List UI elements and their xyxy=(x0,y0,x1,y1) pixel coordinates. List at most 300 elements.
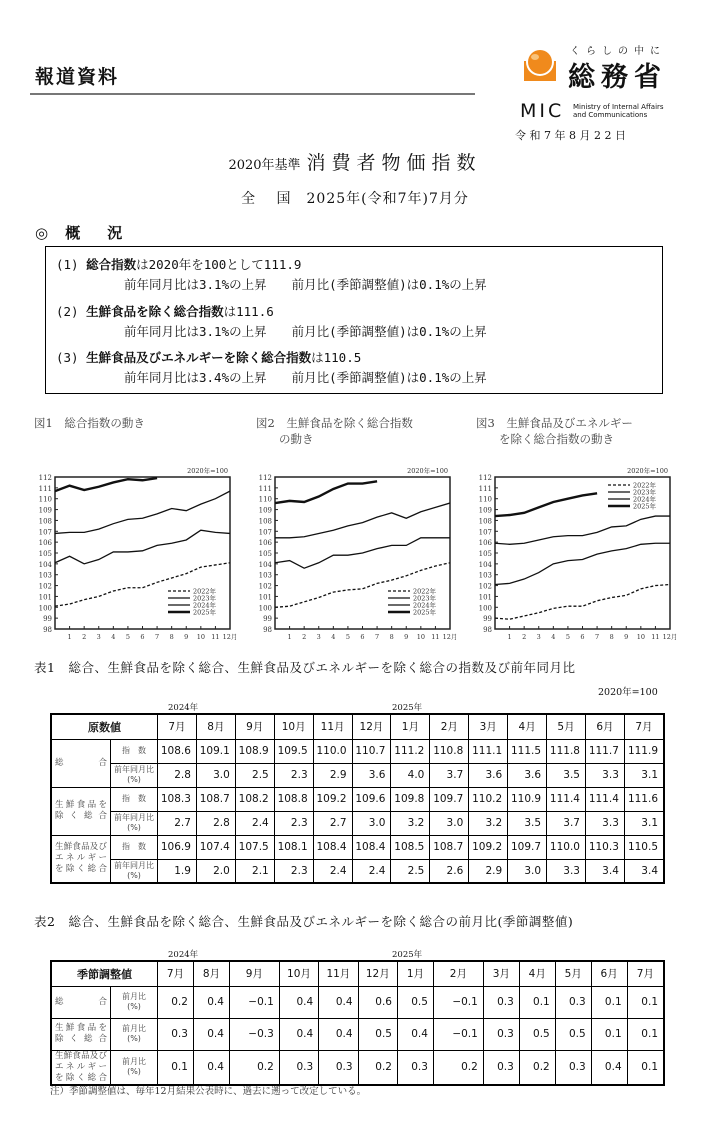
series-line-2023 xyxy=(275,538,450,568)
table-cell: 0.4 xyxy=(279,1018,318,1050)
x-tick-label: 1 xyxy=(287,633,292,641)
y-tick-label: 106 xyxy=(478,539,492,548)
month-header: 7月 xyxy=(624,714,664,739)
table-cell: 108.6 xyxy=(158,739,197,763)
row-group-label: 生鮮食品を 除く総合 xyxy=(51,787,111,835)
y-tick-label: 100 xyxy=(38,604,52,613)
table-row xyxy=(51,835,664,859)
table-cell: 109.8 xyxy=(391,787,430,811)
summary-subject: 総合指数 xyxy=(86,257,137,272)
x-tick-label: 8 xyxy=(389,633,394,641)
table-cell: 3.3 xyxy=(585,811,624,835)
table-cell: 3.0 xyxy=(352,811,391,835)
row-label: 前年同月比 (%) xyxy=(111,811,158,835)
summary-subject: 生鮮食品及びエネルギーを除く総合指数 xyxy=(86,350,312,365)
mic-logo-icon xyxy=(522,47,558,83)
table-cell: 0.3 xyxy=(555,986,591,1018)
x-tick-label: 5 xyxy=(125,633,130,641)
table-cell: 107.4 xyxy=(196,835,235,859)
table-cell: 111.6 xyxy=(624,787,664,811)
y-tick-label: 104 xyxy=(478,560,492,569)
x-tick-label: 7 xyxy=(375,633,380,641)
logo-tagline: くらしの中に xyxy=(570,46,666,57)
page-subtitle: 全 国 2025年(令和7年)7月分 xyxy=(241,191,469,207)
x-tick-label: 11 xyxy=(431,633,440,641)
table-cell: 0.4 xyxy=(591,1050,627,1085)
table-cell: 0.4 xyxy=(193,986,229,1018)
summary-item xyxy=(56,302,487,340)
row-label: 前月比 (%) xyxy=(111,1050,158,1085)
figure-2-title: 図2 生鮮食品を除く総合指数 の動き xyxy=(256,416,413,446)
table-cell: 3.3 xyxy=(585,763,624,787)
table-cell: 3.6 xyxy=(508,763,547,787)
table-cell: −0.1 xyxy=(433,986,483,1018)
x-tick-label: 11 xyxy=(651,633,660,641)
series-line-2024 xyxy=(275,503,450,538)
summary-box xyxy=(45,246,663,394)
month-header: 5月 xyxy=(555,961,591,986)
legend-label: 2022年 xyxy=(413,587,437,596)
overview-heading: ◎ 概 況 xyxy=(35,224,129,242)
table-cell: 3.6 xyxy=(352,763,391,787)
x-tick-label: 6 xyxy=(360,633,365,641)
y-tick-label: 110 xyxy=(258,495,272,504)
table-cell: 3.0 xyxy=(196,763,235,787)
table-cell: 2.3 xyxy=(274,811,313,835)
table-cell: 3.0 xyxy=(430,811,469,835)
legend-label: 2024年 xyxy=(413,601,437,610)
row-group-label: 総 合 xyxy=(51,739,111,787)
table-cell: 4.0 xyxy=(391,763,430,787)
x-tick-label: 9 xyxy=(184,633,189,641)
x-tick-label: 7 xyxy=(155,633,160,641)
figure-1-title: 図1 総合指数の動き xyxy=(34,416,145,430)
row-label: 前月比 (%) xyxy=(111,1018,158,1050)
y-tick-label: 103 xyxy=(478,571,492,580)
y-tick-label: 108 xyxy=(258,517,272,526)
table-row xyxy=(51,1018,664,1050)
y-tick-label: 98 xyxy=(263,626,272,634)
row-group-label: 生鮮食品及び エネルギー を除く総合 xyxy=(51,1050,111,1085)
y-tick-label: 106 xyxy=(38,539,52,548)
table-cell: 110.8 xyxy=(430,739,469,763)
x-tick-label: 1 xyxy=(507,633,512,641)
y-tick-label: 101 xyxy=(258,593,272,602)
legend-label: 2023年 xyxy=(193,594,217,603)
table-cell: 110.2 xyxy=(469,787,508,811)
base-label: 2020年=100 xyxy=(187,467,228,475)
legend-label: 2023年 xyxy=(413,594,437,603)
month-header: 9月 xyxy=(229,961,279,986)
summary-value: は111.6 xyxy=(223,304,274,319)
table-cell: 0.3 xyxy=(483,1018,519,1050)
y-tick-label: 108 xyxy=(478,517,492,526)
release-label: 報道資料 xyxy=(35,66,120,88)
table-cell: 110.9 xyxy=(508,787,547,811)
y-tick-label: 105 xyxy=(478,550,492,558)
summary-value: は110.5 xyxy=(311,350,362,365)
month-header: 4月 xyxy=(519,961,555,986)
table-cell: 0.2 xyxy=(229,1050,279,1085)
y-tick-label: 104 xyxy=(38,560,52,569)
y-tick-label: 108 xyxy=(38,517,52,526)
month-header: 7月 xyxy=(158,961,194,986)
table-cell: 3.5 xyxy=(547,763,586,787)
table-cell: 0.5 xyxy=(555,1018,591,1050)
table-cell: 108.7 xyxy=(430,835,469,859)
figure-2-chart xyxy=(250,463,470,643)
page-title xyxy=(0,148,710,175)
table-cell: 2.9 xyxy=(469,859,508,883)
table-cell: 109.7 xyxy=(430,787,469,811)
table-cell: 0.3 xyxy=(483,1050,519,1085)
table-cell: 107.5 xyxy=(235,835,274,859)
summary-rates: 前年同月比は3.1%の上昇 前月比(季節調整値)は0.1%の上昇 xyxy=(124,277,487,292)
table-cell: 3.7 xyxy=(430,763,469,787)
x-tick-label: 6 xyxy=(580,633,585,641)
series-line-2025 xyxy=(55,478,157,491)
table-cell: 0.1 xyxy=(591,986,627,1018)
month-header: 4月 xyxy=(508,714,547,739)
legend-label: 2022年 xyxy=(633,481,657,490)
y-tick-label: 102 xyxy=(478,582,492,591)
table-cell: 0.1 xyxy=(591,1018,627,1050)
table-cell: 2.4 xyxy=(352,859,391,883)
logo-abbr: MIC xyxy=(520,100,565,122)
table-cell: 110.0 xyxy=(313,739,352,763)
table-cell: 0.3 xyxy=(158,1018,194,1050)
y-tick-label: 111 xyxy=(258,484,272,493)
x-tick-label: 7 xyxy=(595,633,600,641)
y-tick-label: 100 xyxy=(258,604,272,613)
month-header: 1月 xyxy=(391,714,430,739)
legend-label: 2025年 xyxy=(193,608,217,617)
y-tick-label: 101 xyxy=(478,593,492,602)
table-row xyxy=(51,739,664,763)
table-1-base: 2020年=100 xyxy=(598,687,658,698)
summary-item xyxy=(56,348,487,386)
table-cell: 108.2 xyxy=(235,787,274,811)
x-tick-label: 3 xyxy=(316,633,321,641)
y-tick-label: 98 xyxy=(43,626,52,634)
x-tick-label: 4 xyxy=(551,633,556,641)
table-cell: 3.5 xyxy=(508,811,547,835)
table-cell: 0.3 xyxy=(483,986,519,1018)
month-header: 5月 xyxy=(547,714,586,739)
table-row xyxy=(51,859,664,883)
table-cell: 2.8 xyxy=(196,811,235,835)
y-tick-label: 112 xyxy=(478,474,492,482)
x-tick-label: 9 xyxy=(624,633,629,641)
table-cell: 0.4 xyxy=(193,1050,229,1085)
y-tick-label: 111 xyxy=(38,484,52,493)
table-cell: 109.7 xyxy=(508,835,547,859)
series-line-2024 xyxy=(55,491,230,533)
y-tick-label: 112 xyxy=(38,474,52,482)
title-prefix: 2020年基準 xyxy=(228,158,301,173)
year-label-2025: 2025年 xyxy=(392,950,423,960)
y-tick-label: 106 xyxy=(258,539,272,548)
row-label: 指 数 xyxy=(111,835,158,859)
series-line-2025 xyxy=(495,493,597,516)
table-cell: 108.5 xyxy=(391,835,430,859)
y-tick-label: 101 xyxy=(38,593,52,602)
x-tick-label: 8 xyxy=(609,633,614,641)
legend-label: 2024年 xyxy=(193,601,217,610)
series-line-2023 xyxy=(495,543,670,584)
row-group-label: 生鮮食品及び エネルギー を除く総合 xyxy=(51,835,111,883)
table-cell: 108.7 xyxy=(196,787,235,811)
table-cell: 111.4 xyxy=(547,787,586,811)
release-date: 令和7年8月22日 xyxy=(515,129,630,142)
month-header: 12月 xyxy=(352,714,391,739)
month-header: 1月 xyxy=(397,961,433,986)
row-label: 前年同月比 (%) xyxy=(111,763,158,787)
table-cell: 0.2 xyxy=(519,1050,555,1085)
table-cell: −0.3 xyxy=(229,1018,279,1050)
x-tick-label: 4 xyxy=(331,633,336,641)
table-cell: 2.7 xyxy=(313,811,352,835)
legend-label: 2024年 xyxy=(633,495,657,504)
table-cell: 3.1 xyxy=(624,811,664,835)
y-tick-label: 105 xyxy=(258,550,272,558)
table-cell: 0.6 xyxy=(358,986,397,1018)
table-cell: 0.3 xyxy=(279,1050,318,1085)
table-cell: 111.1 xyxy=(469,739,508,763)
x-tick-label: 3 xyxy=(96,633,101,641)
table-cell: 0.3 xyxy=(397,1050,433,1085)
y-tick-label: 107 xyxy=(478,528,492,537)
x-tick-label: 12月 xyxy=(222,633,238,641)
series-line-2022 xyxy=(495,584,670,619)
y-tick-label: 109 xyxy=(38,506,52,515)
table-2 xyxy=(50,960,665,1086)
x-tick-label: 6 xyxy=(140,633,145,641)
month-header: 8月 xyxy=(193,961,229,986)
table-cell: 106.9 xyxy=(158,835,197,859)
y-tick-label: 105 xyxy=(38,550,52,558)
table-cell: 1.9 xyxy=(158,859,197,883)
table-cell: 0.1 xyxy=(627,986,664,1018)
y-tick-label: 111 xyxy=(478,484,492,493)
table-cell: 0.2 xyxy=(358,1050,397,1085)
series-line-2025 xyxy=(275,481,377,503)
y-tick-label: 109 xyxy=(478,506,492,515)
table-cell: 0.1 xyxy=(627,1050,664,1085)
month-header: 11月 xyxy=(319,961,358,986)
figure-3-title: 図3 生鮮食品及びエネルギー を除く総合指数の動き xyxy=(476,416,633,446)
summary-rates: 前年同月比は3.1%の上昇 前月比(季節調整値)は0.1%の上昇 xyxy=(124,324,487,339)
table-cell: 108.3 xyxy=(158,787,197,811)
table-cell: 0.5 xyxy=(397,986,433,1018)
month-header: 7月 xyxy=(158,714,197,739)
y-tick-label: 99 xyxy=(43,615,52,624)
table-2-note: 注）季節調整値は、毎年12月結果公表時に、過去に遡って改定している。 xyxy=(50,1086,367,1097)
x-tick-label: 12月 xyxy=(662,633,678,641)
y-tick-label: 102 xyxy=(38,582,52,591)
row-group-label: 総 合 xyxy=(51,986,111,1018)
table-cell: 0.5 xyxy=(358,1018,397,1050)
month-header: 3月 xyxy=(469,714,508,739)
table-cell: 2.8 xyxy=(158,763,197,787)
y-tick-label: 99 xyxy=(263,615,272,624)
table-row xyxy=(51,763,664,787)
table-row xyxy=(51,811,664,835)
table-cell: 3.2 xyxy=(391,811,430,835)
table-cell: 2.1 xyxy=(235,859,274,883)
table-cell: 109.2 xyxy=(313,787,352,811)
title-main: 消費者物価指数 xyxy=(306,152,482,174)
y-tick-label: 109 xyxy=(258,506,272,515)
table-cell: 0.2 xyxy=(158,986,194,1018)
summary-value: は2020年を100として111.9 xyxy=(136,257,302,272)
table-cell: 111.5 xyxy=(508,739,547,763)
summary-number: (2) xyxy=(56,304,87,319)
y-tick-label: 103 xyxy=(38,571,52,580)
corner-header: 原数値 xyxy=(51,714,158,739)
table-cell: 3.3 xyxy=(547,859,586,883)
y-tick-label: 112 xyxy=(258,474,272,482)
table-cell: 111.2 xyxy=(391,739,430,763)
table-cell: 111.8 xyxy=(547,739,586,763)
table-cell: 2.3 xyxy=(274,859,313,883)
x-tick-label: 2 xyxy=(82,633,87,641)
y-tick-label: 100 xyxy=(478,604,492,613)
table-cell: 0.2 xyxy=(433,1050,483,1085)
table-row xyxy=(51,1050,664,1085)
summary-number: (3) xyxy=(56,350,87,365)
month-header: 2月 xyxy=(433,961,483,986)
table-cell: 108.4 xyxy=(313,835,352,859)
y-tick-label: 107 xyxy=(38,528,52,537)
row-group-label: 生鮮食品を 除く総合 xyxy=(51,1018,111,1050)
x-tick-label: 11 xyxy=(211,633,220,641)
x-tick-label: 9 xyxy=(404,633,409,641)
base-label: 2020年=100 xyxy=(407,467,448,475)
table-cell: 110.0 xyxy=(547,835,586,859)
logo-english: Ministry of Internal Affairs and Communications xyxy=(573,103,664,119)
table-cell: 3.6 xyxy=(469,763,508,787)
x-tick-label: 5 xyxy=(345,633,350,641)
logo-name: 総務省 xyxy=(568,62,667,93)
table-cell: 108.8 xyxy=(274,787,313,811)
table-cell: 0.4 xyxy=(279,986,318,1018)
corner-header: 季節調整値 xyxy=(51,961,158,986)
legend-label: 2025年 xyxy=(413,608,437,617)
figure-3-chart xyxy=(470,463,690,643)
row-label: 指 数 xyxy=(111,787,158,811)
summary-subject: 生鮮食品を除く総合指数 xyxy=(86,304,224,319)
table-cell: 0.4 xyxy=(319,986,358,1018)
table-cell: −0.1 xyxy=(229,986,279,1018)
x-tick-label: 5 xyxy=(565,633,570,641)
table-cell: 0.4 xyxy=(193,1018,229,1050)
table-cell: −0.1 xyxy=(433,1018,483,1050)
x-tick-label: 2 xyxy=(302,633,307,641)
table-cell: 2.0 xyxy=(196,859,235,883)
table-cell: 0.3 xyxy=(319,1050,358,1085)
y-tick-label: 107 xyxy=(258,528,272,537)
table-cell: 110.3 xyxy=(585,835,624,859)
table-cell: 0.5 xyxy=(519,1018,555,1050)
row-label: 前年同月比 (%) xyxy=(111,859,158,883)
table-cell: 2.6 xyxy=(430,859,469,883)
month-header: 2月 xyxy=(430,714,469,739)
table-cell: 0.1 xyxy=(158,1050,194,1085)
month-header: 3月 xyxy=(483,961,519,986)
year-label-2025: 2025年 xyxy=(392,703,423,713)
legend-label: 2023年 xyxy=(633,488,657,497)
table-cell: 110.7 xyxy=(352,739,391,763)
x-tick-label: 1 xyxy=(67,633,72,641)
table-cell: 2.7 xyxy=(158,811,197,835)
month-header: 6月 xyxy=(585,714,624,739)
table-cell: 109.2 xyxy=(469,835,508,859)
x-tick-label: 12月 xyxy=(442,633,458,641)
table-cell: 111.9 xyxy=(624,739,664,763)
table-row xyxy=(51,787,664,811)
month-header: 10月 xyxy=(279,961,318,986)
table-cell: 2.5 xyxy=(391,859,430,883)
header-rule xyxy=(30,93,475,95)
month-header: 8月 xyxy=(196,714,235,739)
year-label-2024: 2024年 xyxy=(168,703,199,713)
x-tick-label: 4 xyxy=(111,633,116,641)
x-tick-label: 10 xyxy=(636,633,645,641)
table-cell: 111.7 xyxy=(585,739,624,763)
table-cell: 108.9 xyxy=(235,739,274,763)
x-tick-label: 8 xyxy=(169,633,174,641)
y-tick-label: 103 xyxy=(258,571,272,580)
table-cell: 2.9 xyxy=(313,763,352,787)
table-cell: 111.4 xyxy=(585,787,624,811)
summary-number: (1) xyxy=(56,257,87,272)
table-cell: 3.0 xyxy=(508,859,547,883)
table-cell: 2.5 xyxy=(235,763,274,787)
x-tick-label: 3 xyxy=(536,633,541,641)
table-cell: 110.5 xyxy=(624,835,664,859)
table-cell: 108.4 xyxy=(352,835,391,859)
series-line-2023 xyxy=(55,530,230,564)
table-cell: 0.3 xyxy=(555,1050,591,1085)
table-cell: 0.4 xyxy=(319,1018,358,1050)
table-row xyxy=(51,986,664,1018)
x-tick-label: 10 xyxy=(196,633,205,641)
table-cell: 3.4 xyxy=(624,859,664,883)
table-cell: 2.4 xyxy=(235,811,274,835)
y-tick-label: 99 xyxy=(483,615,492,624)
table-cell: 0.1 xyxy=(627,1018,664,1050)
y-tick-label: 110 xyxy=(38,495,52,504)
table-cell: 3.1 xyxy=(624,763,664,787)
x-tick-label: 2 xyxy=(522,633,527,641)
month-header: 11月 xyxy=(313,714,352,739)
y-tick-label: 104 xyxy=(258,560,272,569)
row-label: 前月比 (%) xyxy=(111,986,158,1018)
summary-item xyxy=(56,255,487,293)
table-cell: 109.1 xyxy=(196,739,235,763)
table-1 xyxy=(50,713,665,884)
y-tick-label: 102 xyxy=(258,582,272,591)
month-header: 7月 xyxy=(627,961,664,986)
legend-label: 2022年 xyxy=(193,587,217,596)
month-header: 12月 xyxy=(358,961,397,986)
month-header: 9月 xyxy=(235,714,274,739)
x-tick-label: 10 xyxy=(416,633,425,641)
table-cell: 0.4 xyxy=(397,1018,433,1050)
table-cell: 3.4 xyxy=(585,859,624,883)
legend-label: 2025年 xyxy=(633,502,657,511)
